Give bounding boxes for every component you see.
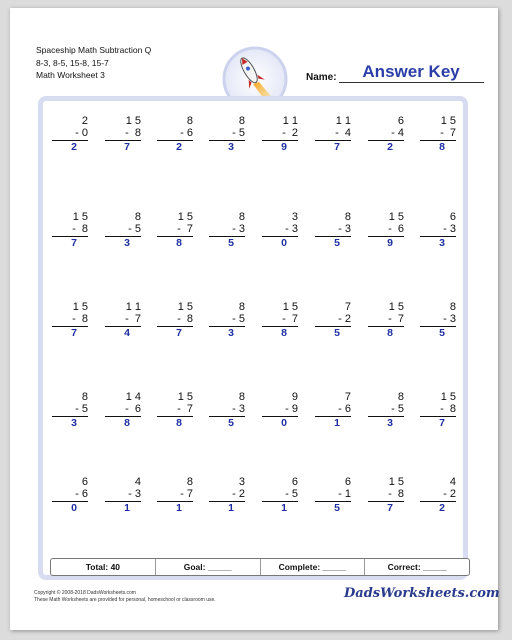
worksheet-number: Math Worksheet 3: [36, 70, 105, 80]
subtrahend: - 3: [262, 223, 298, 237]
subtrahend: - 3: [105, 488, 141, 502]
subtraction-problem: [105, 391, 141, 430]
subtraction-problem: [157, 476, 193, 515]
minuend: 1 5: [440, 391, 456, 403]
difference: 0: [281, 237, 287, 249]
difference: 7: [387, 502, 393, 514]
difference: 7: [439, 417, 445, 429]
subtraction-problem: [315, 115, 351, 154]
minuend: 6: [344, 476, 351, 488]
subtrahend: - 5: [209, 313, 245, 327]
minuend: 8: [397, 391, 404, 403]
minuend: 8: [238, 115, 245, 127]
subtraction-problem: [52, 476, 88, 515]
subtraction-problem: [368, 391, 404, 430]
subtraction-problem: [368, 115, 404, 154]
name-line: [339, 62, 484, 83]
subtraction-problem: [315, 301, 351, 340]
minuend: 1 5: [72, 301, 88, 313]
subtraction-problem: [420, 301, 456, 340]
minuend: 7: [344, 301, 351, 313]
difference: 5: [334, 327, 340, 339]
difference: 2: [71, 141, 77, 153]
minuend: 1 5: [388, 211, 404, 223]
minuend: 2: [81, 115, 88, 127]
difference: 8: [124, 417, 130, 429]
subtrahend: - 6: [105, 403, 141, 417]
minuend: 1 5: [72, 211, 88, 223]
difference: 0: [71, 502, 77, 514]
difference: 2: [387, 141, 393, 153]
minuend: 8: [449, 301, 456, 313]
subtrahend: - 8: [420, 403, 456, 417]
worksheet-page: [10, 8, 498, 630]
worksheet-title: Spaceship Math Subtraction Q: [36, 45, 152, 55]
subtrahend: - 7: [420, 127, 456, 141]
subtraction-problem: [52, 115, 88, 154]
difference: 8: [176, 237, 182, 249]
subtraction-problem: [157, 115, 193, 154]
minuend: 1 5: [440, 115, 456, 127]
subtrahend: - 3: [420, 223, 456, 237]
usage-line: These Math Worksheets are provided for personal, homeschool or classroom use.: [34, 596, 216, 603]
subtraction-problem: [262, 211, 298, 250]
subtraction-problem: [105, 211, 141, 250]
difference: 1: [334, 417, 340, 429]
difference: 5: [334, 502, 340, 514]
subtrahend: - 2: [315, 313, 351, 327]
difference: 3: [387, 417, 393, 429]
subtrahend: - 5: [105, 223, 141, 237]
copyright-note: [34, 590, 216, 603]
subtrahend: - 9: [262, 403, 298, 417]
subtraction-problem: [157, 301, 193, 340]
subtraction-problem: [262, 476, 298, 515]
minuend: 1 5: [388, 301, 404, 313]
minuend: 1 1: [282, 115, 298, 127]
minuend: 1 5: [177, 391, 193, 403]
subtraction-problem: [368, 211, 404, 250]
subtrahend: - 8: [368, 488, 404, 502]
subtrahend: - 8: [52, 223, 88, 237]
subtraction-problem: [105, 301, 141, 340]
subtraction-problem: [209, 115, 245, 154]
minuend: 8: [344, 211, 351, 223]
subtrahend: - 6: [368, 223, 404, 237]
subtrahend: - 4: [368, 127, 404, 141]
difference: 1: [124, 502, 130, 514]
minuend: 8: [238, 211, 245, 223]
difference: 2: [439, 502, 445, 514]
difference: 3: [439, 237, 445, 249]
subtraction-problem: [368, 301, 404, 340]
subtrahend: - 4: [315, 127, 351, 141]
goal-cell: Goal: _____: [156, 559, 261, 575]
difference: 8: [176, 417, 182, 429]
difference: 9: [281, 141, 287, 153]
difference: 7: [71, 237, 77, 249]
subtrahend: - 7: [157, 488, 193, 502]
subtraction-problem: [420, 476, 456, 515]
subtrahend: - 1: [315, 488, 351, 502]
difference: 1: [281, 502, 287, 514]
subtraction-problem: [368, 476, 404, 515]
minuend: 6: [81, 476, 88, 488]
minuend: 8: [134, 211, 141, 223]
subtraction-problem: [420, 115, 456, 154]
minuend: 3: [238, 476, 245, 488]
difference: 7: [176, 327, 182, 339]
correct-cell: Correct: _____: [387, 562, 447, 572]
subtraction-problem: [420, 211, 456, 250]
difference: 3: [228, 141, 234, 153]
subtrahend: - 6: [315, 403, 351, 417]
subtrahend: - 3: [315, 223, 351, 237]
subtraction-problem: [52, 391, 88, 430]
minuend: 1 5: [177, 211, 193, 223]
complete-cell: Complete: _____: [261, 559, 366, 575]
difference: 4: [124, 327, 130, 339]
minuend: 1 5: [282, 301, 298, 313]
minuend: 8: [238, 301, 245, 313]
subtrahend: - 7: [105, 313, 141, 327]
subtrahend: - 3: [420, 313, 456, 327]
subtrahend: - 6: [157, 127, 193, 141]
subtraction-problem: [315, 391, 351, 430]
name-field: [306, 62, 484, 83]
subtraction-problem: [209, 476, 245, 515]
difference: 5: [439, 327, 445, 339]
minuend: 1 1: [125, 301, 141, 313]
subtrahend: - 3: [209, 403, 245, 417]
difference: 3: [124, 237, 130, 249]
minuend: 8: [238, 391, 245, 403]
difference: 1: [176, 502, 182, 514]
minuend: 1 5: [388, 476, 404, 488]
difference: 2: [176, 141, 182, 153]
minuend: 8: [81, 391, 88, 403]
minuend: 9: [291, 391, 298, 403]
difference: 5: [228, 237, 234, 249]
difference: 7: [71, 327, 77, 339]
difference: 3: [71, 417, 77, 429]
subtraction-problem: [157, 391, 193, 430]
subtrahend: - 8: [105, 127, 141, 141]
minuend: 8: [186, 115, 193, 127]
subtrahend: - 5: [368, 403, 404, 417]
subtraction-problem: [105, 115, 141, 154]
subtraction-problem: [315, 476, 351, 515]
difference: 9: [387, 237, 393, 249]
subtrahend: - 7: [368, 313, 404, 327]
dadsworksheets-logo[interactable]: DadsWorksheets.com: [344, 586, 500, 601]
minuend: 6: [449, 211, 456, 223]
difference: 5: [228, 417, 234, 429]
subtrahend: - 3: [209, 223, 245, 237]
minuend: 1 1: [335, 115, 351, 127]
minuend: 1 5: [177, 301, 193, 313]
subtrahend: - 2: [209, 488, 245, 502]
worksheet-header: [36, 44, 151, 82]
minuend: 4: [134, 476, 141, 488]
minuend: 6: [291, 476, 298, 488]
minuend: 6: [397, 115, 404, 127]
minuend: 7: [344, 391, 351, 403]
difference: 8: [387, 327, 393, 339]
subtraction-problem: [315, 211, 351, 250]
difference: 0: [281, 417, 287, 429]
subtrahend: - 5: [262, 488, 298, 502]
subtrahend: - 5: [209, 127, 245, 141]
subtrahend: - 7: [157, 223, 193, 237]
difference: 8: [439, 141, 445, 153]
subtraction-problem: [209, 211, 245, 250]
subtrahend: - 0: [52, 127, 88, 141]
minuend: 3: [291, 211, 298, 223]
subtrahend: - 2: [420, 488, 456, 502]
subtraction-problem: [262, 391, 298, 430]
difference: 1: [228, 502, 234, 514]
difference: 5: [334, 237, 340, 249]
minuend: 8: [186, 476, 193, 488]
copyright-line: Copyright © 2008-2018 DadsWorksheets.com: [34, 590, 136, 596]
subtrahend: - 5: [52, 403, 88, 417]
subtraction-problem: [157, 211, 193, 250]
difference: 3: [228, 327, 234, 339]
difference: 7: [124, 141, 130, 153]
name-label: Name:: [306, 72, 337, 83]
subtraction-problem: [262, 301, 298, 340]
subtraction-problem: [209, 391, 245, 430]
subtrahend: - 7: [262, 313, 298, 327]
subtrahend: - 7: [157, 403, 193, 417]
minuend: 1 5: [125, 115, 141, 127]
subtraction-problem: [52, 211, 88, 250]
subtraction-problem: [262, 115, 298, 154]
minuend: 1 4: [125, 391, 141, 403]
worksheet-facts: 8-3, 8-5, 15-8, 15-7: [36, 57, 109, 68]
subtraction-problem: [52, 301, 88, 340]
subtraction-problem: [105, 476, 141, 515]
subtrahend: - 8: [52, 313, 88, 327]
subtrahend: - 2: [262, 127, 298, 141]
subtrahend: - 8: [157, 313, 193, 327]
subtrahend: - 6: [52, 488, 88, 502]
subtraction-problem: [420, 391, 456, 430]
score-bar: [50, 558, 470, 576]
difference: 8: [281, 327, 287, 339]
subtraction-problem: [209, 301, 245, 340]
total-cell: Total: 40: [51, 559, 156, 575]
difference: 7: [334, 141, 340, 153]
minuend: 4: [449, 476, 456, 488]
answer-key-text: Answer Key: [362, 62, 460, 81]
